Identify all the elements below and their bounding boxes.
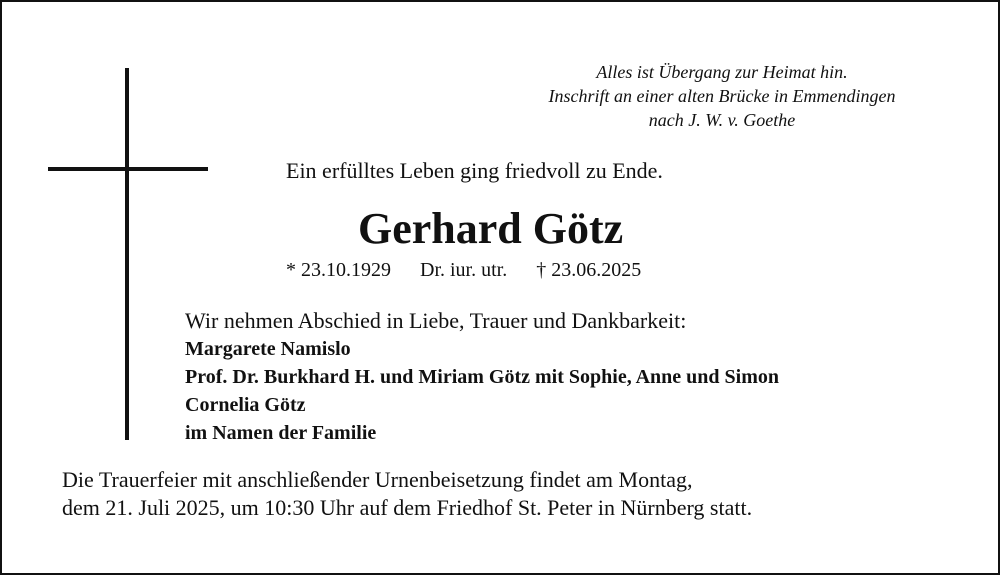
mourner-line: Cornelia Götz bbox=[185, 394, 306, 416]
deceased-name: Gerhard Götz bbox=[358, 204, 624, 253]
death-date: † 23.06.2025 bbox=[536, 259, 642, 281]
service-line: Die Trauerfeier mit anschließender Urnenbeisetzung findet am Montag, bbox=[62, 467, 693, 492]
mourners-list bbox=[185, 335, 779, 447]
cross-icon-horizontal-bar bbox=[48, 167, 208, 171]
mourner-line: Margarete Namislo bbox=[185, 338, 351, 360]
mourner-line: Prof. Dr. Burkhard H. und Miriam Götz mit Sophie, Anne und Simon bbox=[185, 366, 779, 388]
intro-text: Ein erfülltes Leben ging friedvoll zu Ende. bbox=[286, 158, 663, 183]
motto-line: Alles ist Übergang zur Heimat hin. bbox=[596, 62, 848, 82]
funeral-service-info bbox=[62, 466, 752, 522]
birth-date: * 23.10.1929 bbox=[286, 259, 391, 281]
farewell-text: Wir nehmen Abschied in Liebe, Trauer und Dankbarkeit: bbox=[185, 308, 687, 333]
service-line: dem 21. Juli 2025, um 10:30 Uhr auf dem Friedhof St. Peter in Nürnberg statt. bbox=[62, 495, 753, 520]
motto-line: nach J. W. v. Goethe bbox=[648, 110, 796, 130]
academic-title: Dr. iur. utr. bbox=[420, 259, 508, 281]
motto-line: Inschrift an einer alten Brücke in Emmendingen bbox=[548, 86, 896, 106]
motto-quote bbox=[492, 60, 952, 132]
mourner-line: im Namen der Familie bbox=[185, 422, 377, 444]
cross-icon-vertical-bar bbox=[125, 68, 129, 440]
life-dates bbox=[286, 257, 641, 283]
